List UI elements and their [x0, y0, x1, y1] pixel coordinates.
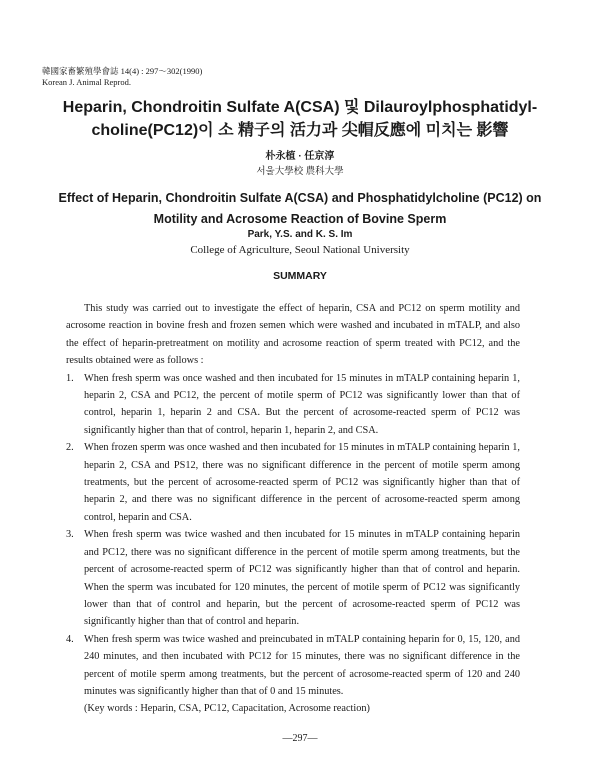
summary-body [66, 300, 520, 718]
result-text: When fresh sperm was once washed and then incubated for 15 minutes in mTALP containing heparin 1, heparin 2, CSA and PC12, the percent of motile sperm of PC12 was significantly lower than that of control, heparin 1, heparin 2 and CSA. But the percent of acrosome-reacted sperm of PC12 was significantly higher than that of control, heparin 1, heparin 2, and CSA. [84, 372, 520, 436]
result-number: 2. [66, 442, 74, 454]
result-item [66, 526, 520, 630]
results-list [66, 370, 520, 701]
result-number: 3. [66, 529, 74, 541]
result-text: When frozen sperm was once washed and then incubated for 15 minutes in mTALP containing heparin 1, heparin 2, CSA and PS12, there was no significant difference in the percent of motile sperm among treatments, but the percent of acrosome-reacted sperm of PC12 was significantly higher than that of heparin 2, and there was no significant difference in the percent of acrosome-reacted sperm among control, heparin and CSA. [84, 442, 520, 523]
journal-name: Korean J. Animal Reprod. [42, 77, 131, 87]
english-authors: Park, Y.S. and K. S. Im [247, 229, 353, 240]
result-item [66, 439, 520, 526]
journal-citation: 韓國家畜繁殖學會誌 14(4) : 297～302(1990) [42, 66, 203, 76]
journal-header [42, 66, 202, 88]
english-title: Effect of Heparin, Chondroitin Sulfate A(CSA) and Phosphatidylcholine (PC12) on Motility and Acrosome Reaction of Bovine Sperm [58, 191, 542, 226]
page-number: —297— [282, 733, 318, 744]
result-text: When fresh sperm was twice washed and preincubated in mTALP containing heparin for 0, 15, 120, and 240 minutes, and then incubated with PC12 for 15 minutes, there was no significant difference in the percent of motile sperm among treatments, but the percent of acrosome-reacted sperm of 120 and 240 minutes was significantly higher than that of 0 and 15 minutes. [84, 633, 520, 697]
result-item [66, 631, 520, 701]
result-number: 1. [66, 372, 74, 384]
korean-affiliation: 서울大學校 農科大學 [256, 167, 344, 177]
result-number: 4. [66, 633, 74, 645]
summary-heading: SUMMARY [273, 270, 327, 282]
summary-intro: This study was carried out to investigate the effect of heparin, CSA and PC12 on sperm motility and acrosome reaction in bovine fresh and frozen semen which were washed and incubated in mTALP, and also the effect of heparin-pretreatment on motility and acrosome reaction of sperm treated with PC12, and the results obtained were as follows : [66, 303, 520, 367]
keywords: (Key words : Heparin, CSA, PC12, Capacitation, Acrosome reaction) [84, 703, 370, 715]
korean-title: Heparin, Chondroitin Sulfate A(CSA) 및 Dilauroylphosphatidyl-choline(PC12)이 소 精子의 活力과 尖帽反應에 미치는 影響 [62, 99, 538, 139]
english-affiliation: College of Agriculture, Seoul National University [190, 244, 410, 256]
result-text: When fresh sperm was twice washed and then incubated for 15 minutes in mTALP containing heparin and PC12, there was no significant difference in the percent of motile sperm among treatments, but the percent of acrosome-reacted sperm of PC12 was significantly higher than that of control and heparin. When the sperm was incubated for 120 minutes, the percent of motile sperm of PC12 was significantly lower than that of control and heparin, but the percent of acrosome-reacted sperm of PC12 was significantly higher than that of control and heparin. [84, 529, 520, 628]
result-item [66, 370, 520, 440]
korean-authors: 朴永植 · 任京淳 [265, 151, 335, 162]
